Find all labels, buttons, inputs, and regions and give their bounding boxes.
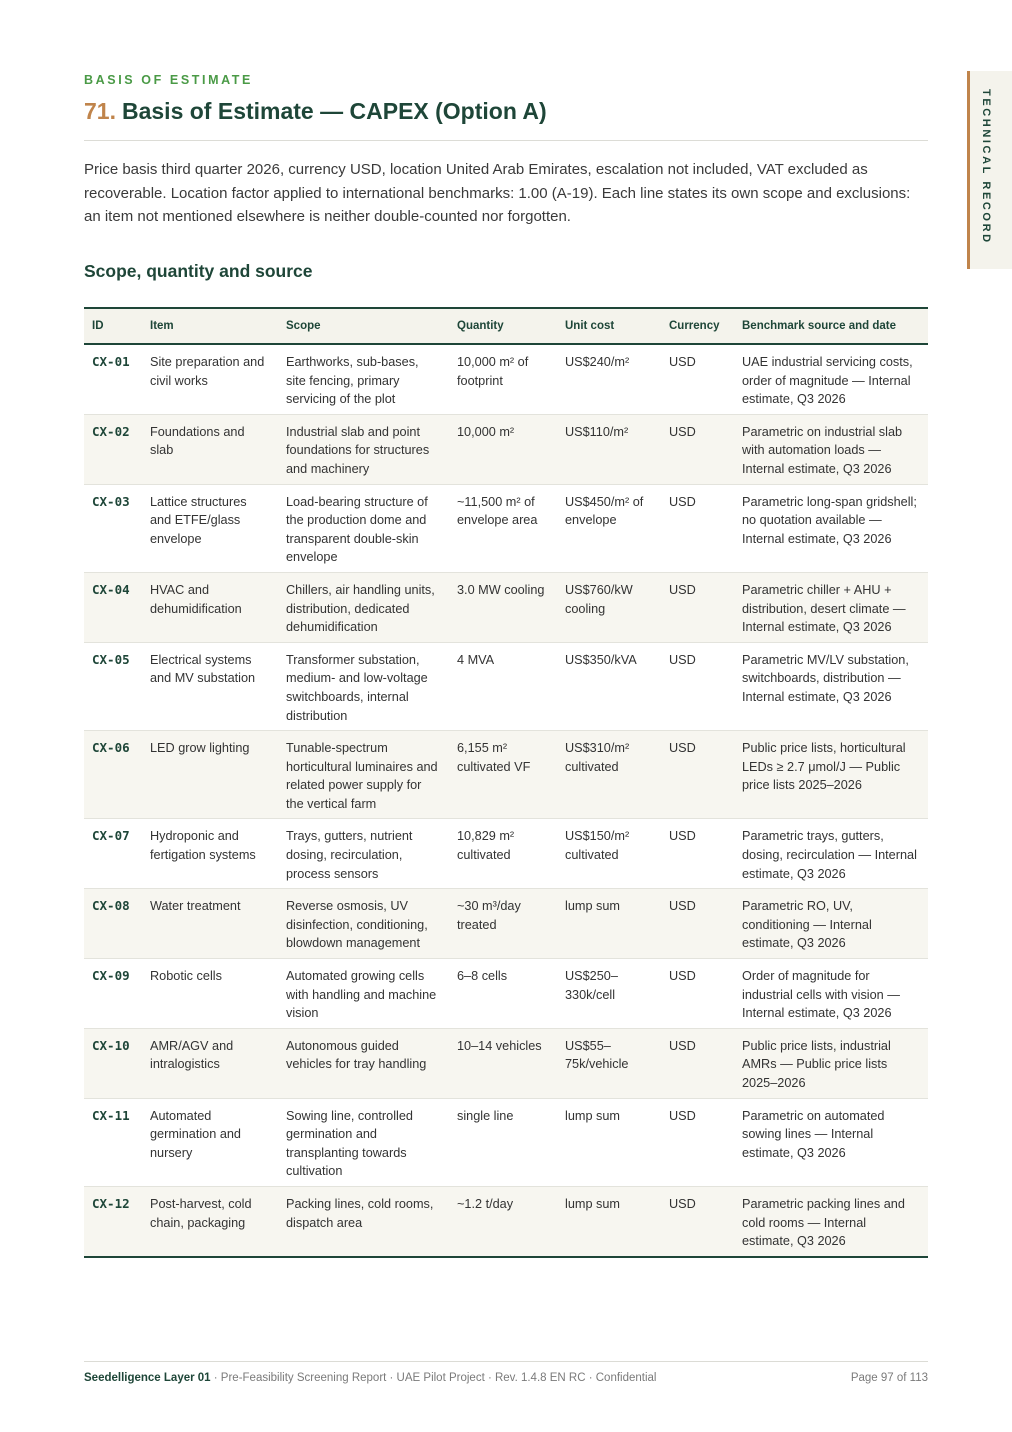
- table-cell: 3.0 MW cooling: [449, 572, 557, 642]
- table-row: [84, 344, 928, 414]
- table-cell: USD: [661, 959, 734, 1029]
- side-tab-label: TECHNICAL RECORD: [980, 89, 992, 245]
- table-cell: ~1.2 t/day: [449, 1186, 557, 1256]
- table-cell: Parametric packing lines and cold rooms — Internal estimate, Q3 2026: [734, 1186, 928, 1256]
- table-row: [84, 819, 928, 889]
- capex-table: [84, 307, 928, 1258]
- table-cell: ~30 m³/day treated: [449, 889, 557, 959]
- table-cell: CX-02: [84, 414, 142, 484]
- table-cell: Site preparation and civil works: [142, 344, 278, 414]
- table-row: [84, 642, 928, 730]
- table-cell: 6–8 cells: [449, 959, 557, 1029]
- table-cell: Lattice structures and ETFE/glass envelope: [142, 484, 278, 572]
- table-body: [84, 344, 928, 1257]
- table-cell: 10–14 vehicles: [449, 1028, 557, 1098]
- table-cell: US$250–330k/cell: [557, 959, 661, 1029]
- title-text: Basis of Estimate — CAPEX (Option A): [121, 98, 547, 124]
- column-header: Quantity: [449, 308, 557, 344]
- section-label: BASIS OF ESTIMATE: [84, 73, 253, 87]
- table-cell: Transformer substation, medium- and low-voltage switchboards, internal distribution: [278, 642, 449, 730]
- table-cell: Foundations and slab: [142, 414, 278, 484]
- column-header: Unit cost: [557, 308, 661, 344]
- table-cell: US$240/m²: [557, 344, 661, 414]
- table-cell: USD: [661, 344, 734, 414]
- column-header: ID: [84, 308, 142, 344]
- table-cell: US$450/m² of envelope: [557, 484, 661, 572]
- table-cell: Automated growing cells with handling and machine vision: [278, 959, 449, 1029]
- column-header: Scope: [278, 308, 449, 344]
- table-cell: US$110/m²: [557, 414, 661, 484]
- table-cell: lump sum: [557, 1186, 661, 1256]
- table-row: [84, 484, 928, 572]
- table-cell: CX-01: [84, 344, 142, 414]
- table-cell: Reverse osmosis, UV disinfection, conditioning, blowdown management: [278, 889, 449, 959]
- table-row: [84, 731, 928, 819]
- table-cell: USD: [661, 731, 734, 819]
- table-row: [84, 1028, 928, 1098]
- table-row: [84, 1186, 928, 1256]
- table-cell: Earthworks, sub-bases, site fencing, primary servicing of the plot: [278, 344, 449, 414]
- table-row: [84, 959, 928, 1029]
- table-cell: CX-03: [84, 484, 142, 572]
- column-header: Benchmark source and date: [734, 308, 928, 344]
- section-number: 71.: [84, 98, 116, 124]
- table-header-row: [84, 308, 928, 344]
- table-cell: USD: [661, 572, 734, 642]
- table-cell: Parametric on industrial slab with automation loads — Internal estimate, Q3 2026: [734, 414, 928, 484]
- table-cell: Robotic cells: [142, 959, 278, 1029]
- table-cell: USD: [661, 1098, 734, 1186]
- table-cell: US$150/m² cultivated: [557, 819, 661, 889]
- table-cell: CX-05: [84, 642, 142, 730]
- column-header: Item: [142, 308, 278, 344]
- table-cell: Order of magnitude for industrial cells with vision — Internal estimate, Q3 2026: [734, 959, 928, 1029]
- table-cell: Trays, gutters, nutrient dosing, recirculation, process sensors: [278, 819, 449, 889]
- footer-details: · Pre-Feasibility Screening Report · UAE Pilot Project · Rev. 1.4.8 EN RC · Confidential: [210, 1372, 657, 1384]
- table-cell: Parametric on automated sowing lines — Internal estimate, Q3 2026: [734, 1098, 928, 1186]
- table-row: [84, 889, 928, 959]
- table-cell: 6,155 m² cultivated VF: [449, 731, 557, 819]
- table-cell: Parametric MV/LV substation, switchboards, distribution — Internal estimate, Q3 2026: [734, 642, 928, 730]
- table-cell: Hydroponic and fertigation systems: [142, 819, 278, 889]
- table-cell: ~11,500 m² of envelope area: [449, 484, 557, 572]
- table-cell: CX-10: [84, 1028, 142, 1098]
- table-cell: USD: [661, 642, 734, 730]
- table-cell: Industrial slab and point foundations for structures and machinery: [278, 414, 449, 484]
- table-cell: Electrical systems and MV substation: [142, 642, 278, 730]
- table-cell: Chillers, air handling units, distribution, dedicated dehumidification: [278, 572, 449, 642]
- table-cell: single line: [449, 1098, 557, 1186]
- page-number: Page 97 of 113: [850, 1372, 928, 1384]
- table-cell: Water treatment: [142, 889, 278, 959]
- table-cell: US$310/m² cultivated: [557, 731, 661, 819]
- table-cell: Parametric chiller + AHU + distribution, desert climate — Internal estimate, Q3 2026: [734, 572, 928, 642]
- table-cell: Parametric RO, UV, conditioning — Internal estimate, Q3 2026: [734, 889, 928, 959]
- footer-left: [84, 1372, 656, 1384]
- table-cell: CX-08: [84, 889, 142, 959]
- side-tab: [967, 71, 1012, 269]
- table-cell: Load-bearing structure of the production dome and transparent double-skin envelope: [278, 484, 449, 572]
- table-cell: Post-harvest, cold chain, packaging: [142, 1186, 278, 1256]
- table-cell: lump sum: [557, 1098, 661, 1186]
- table-cell: Tunable-spectrum horticultural luminaires and related power supply for the vertical farm: [278, 731, 449, 819]
- table-cell: 4 MVA: [449, 642, 557, 730]
- table-cell: Public price lists, industrial AMRs — Public price lists 2025–2026: [734, 1028, 928, 1098]
- table-cell: AMR/AGV and intralogistics: [142, 1028, 278, 1098]
- table-cell: USD: [661, 1186, 734, 1256]
- table-row: [84, 572, 928, 642]
- table-cell: US$760/kW cooling: [557, 572, 661, 642]
- table-cell: US$350/kVA: [557, 642, 661, 730]
- table-cell: 10,829 m² cultivated: [449, 819, 557, 889]
- table-cell: Public price lists, horticultural LEDs ≥ 2.7 μmol/J — Public price lists 2025–2026: [734, 731, 928, 819]
- table-cell: 10,000 m² of footprint: [449, 344, 557, 414]
- footer: [84, 1361, 928, 1384]
- subheading: Scope, quantity and source: [84, 261, 313, 281]
- table-cell: US$55–75k/vehicle: [557, 1028, 661, 1098]
- table-cell: CX-06: [84, 731, 142, 819]
- table-cell: Automated germination and nursery: [142, 1098, 278, 1186]
- table-row: [84, 414, 928, 484]
- table-cell: CX-12: [84, 1186, 142, 1256]
- table-cell: USD: [661, 1028, 734, 1098]
- table-cell: CX-04: [84, 572, 142, 642]
- table-cell: USD: [661, 484, 734, 572]
- page-title: [84, 98, 928, 141]
- column-header: Currency: [661, 308, 734, 344]
- table-cell: CX-11: [84, 1098, 142, 1186]
- table-cell: USD: [661, 414, 734, 484]
- table-cell: Sowing line, controlled germination and transplanting towards cultivation: [278, 1098, 449, 1186]
- table-cell: USD: [661, 889, 734, 959]
- table-cell: USD: [661, 819, 734, 889]
- table-row: [84, 1098, 928, 1186]
- table-cell: Parametric long-span gridshell; no quotation available — Internal estimate, Q3 2026: [734, 484, 928, 572]
- table-cell: HVAC and dehumidification: [142, 572, 278, 642]
- footer-brand: Seedelligence Layer 01: [84, 1372, 211, 1384]
- intro-paragraph: Price basis third quarter 2026, currency USD, location United Arab Emirates, escalation not included, VAT excluded as recoverable. Location factor applied to international benchmarks: 1.00 (A-19). Each line states its own scope and exclusions: an item not mentioned elsewhere is neither double-counted nor forgotten.: [84, 161, 911, 225]
- table-cell: 10,000 m²: [449, 414, 557, 484]
- table-cell: Parametric trays, gutters, dosing, recirculation — Internal estimate, Q3 2026: [734, 819, 928, 889]
- table-cell: lump sum: [557, 889, 661, 959]
- table-cell: LED grow lighting: [142, 731, 278, 819]
- table-cell: CX-09: [84, 959, 142, 1029]
- table-cell: Packing lines, cold rooms, dispatch area: [278, 1186, 449, 1256]
- table-cell: CX-07: [84, 819, 142, 889]
- table-cell: UAE industrial servicing costs, order of magnitude — Internal estimate, Q3 2026: [734, 344, 928, 414]
- table-cell: Autonomous guided vehicles for tray handling: [278, 1028, 449, 1098]
